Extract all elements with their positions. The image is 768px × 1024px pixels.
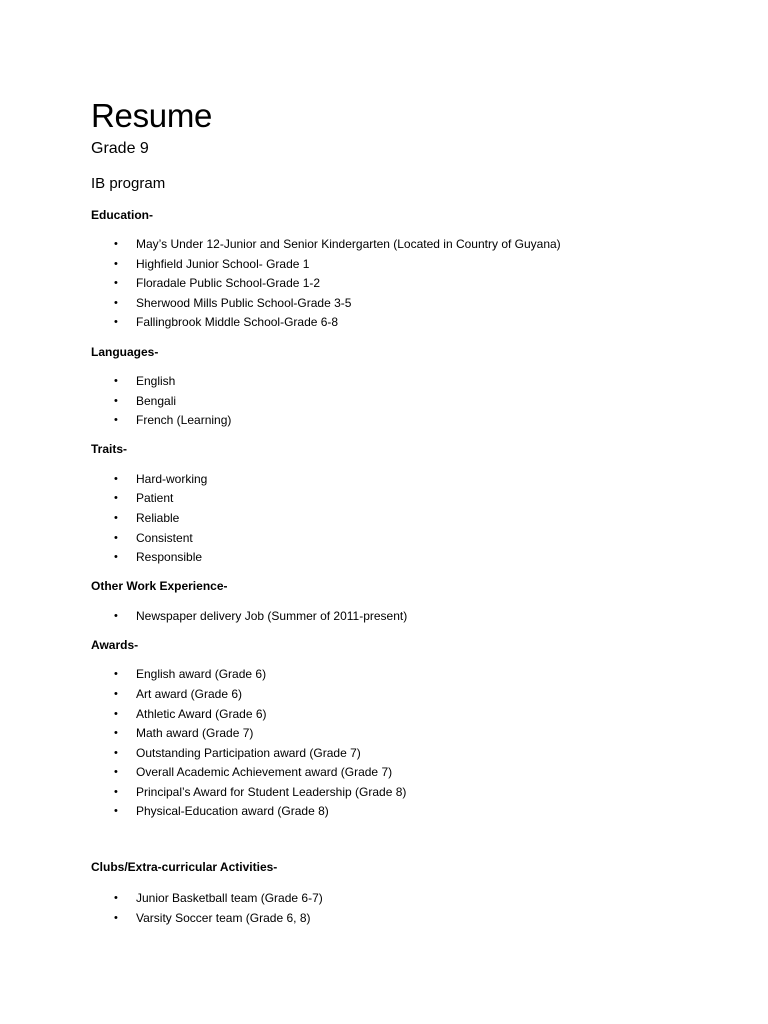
list-item xyxy=(91,509,731,529)
clubs-list xyxy=(91,889,731,928)
bullet-icon: • xyxy=(114,238,118,250)
bullet-icon: • xyxy=(114,531,118,544)
bullet-icon: • xyxy=(114,316,118,329)
bullet-icon: • xyxy=(114,511,118,524)
list-item-text: Art award (Grade 6) xyxy=(136,686,243,701)
bullet-icon: • xyxy=(114,785,118,798)
bullet-icon: • xyxy=(114,472,118,485)
bullet-icon: • xyxy=(114,687,118,700)
bullet-icon: • xyxy=(114,668,118,681)
list-item xyxy=(91,802,731,822)
bullet-icon: • xyxy=(114,296,118,309)
list-item xyxy=(91,372,731,392)
list-item xyxy=(91,607,731,627)
list-item xyxy=(91,470,731,490)
list-item-text: Hard-working xyxy=(136,471,208,486)
list-item xyxy=(91,411,731,431)
education-list xyxy=(91,235,731,333)
list-item-text: Physical-Education award (Grade 8) xyxy=(136,804,329,819)
grade-line: Grade 9 xyxy=(91,140,149,157)
list-item-text: May’s Under 12-Junior and Senior Kindergarten (Located in Country of Guyana) xyxy=(136,237,561,251)
list-item-text: Outstanding Participation award (Grade 7) xyxy=(136,745,361,760)
bullet-icon: • xyxy=(114,414,118,427)
list-item-text: Sherwood Mills Public School-Grade 3-5 xyxy=(136,295,352,310)
bullet-icon: • xyxy=(114,374,118,387)
list-item xyxy=(91,548,731,568)
section-heading: Clubs/Extra-curricular Activities- xyxy=(91,860,278,875)
resume-title: Resume xyxy=(91,97,213,134)
list-item xyxy=(91,909,731,929)
list-item-text: Consistent xyxy=(136,530,193,545)
list-item xyxy=(91,724,731,744)
bullet-icon: • xyxy=(114,892,118,905)
list-item xyxy=(91,294,731,314)
list-item xyxy=(91,235,731,255)
section-work-experience xyxy=(91,578,731,627)
list-item xyxy=(91,665,731,685)
section-traits xyxy=(91,441,731,568)
traits-list xyxy=(91,470,731,568)
list-item xyxy=(91,685,731,705)
bullet-icon: • xyxy=(114,911,118,924)
section-education xyxy=(91,207,731,333)
list-item-text: Principal’s Award for Student Leadership (Grade 8) xyxy=(136,784,407,799)
bullet-icon: • xyxy=(114,257,118,270)
list-item xyxy=(91,705,731,725)
list-item-text: Junior Basketball team (Grade 6-7) xyxy=(136,891,323,906)
list-item-text: French (Learning) xyxy=(136,413,232,428)
list-item xyxy=(91,763,731,783)
list-item xyxy=(91,392,731,412)
section-clubs xyxy=(91,859,731,928)
bullet-icon: • xyxy=(114,551,118,564)
list-item-text: Reliable xyxy=(136,510,180,525)
list-item-text: Bengali xyxy=(136,393,177,408)
section-languages xyxy=(91,344,731,431)
awards-list xyxy=(91,665,731,822)
list-item-text: Highfield Junior School- Grade 1 xyxy=(136,256,310,271)
section-heading: Languages- xyxy=(91,344,159,359)
list-item-text: Math award (Grade 7) xyxy=(136,726,254,741)
bullet-icon: • xyxy=(114,727,118,740)
program-line: IB program xyxy=(91,175,166,192)
bullet-icon: • xyxy=(114,707,118,720)
list-item-text: Floradale Public School-Grade 1-2 xyxy=(136,276,321,291)
bullet-icon: • xyxy=(114,746,118,759)
list-item-text: Varsity Soccer team (Grade 6, 8) xyxy=(136,910,311,925)
list-item xyxy=(91,313,731,333)
bullet-icon: • xyxy=(114,805,118,818)
resume-page xyxy=(91,96,731,928)
list-item-text: Overall Academic Achievement award (Grade 7) xyxy=(136,765,393,780)
list-item xyxy=(91,889,731,909)
section-heading: Other Work Experience- xyxy=(91,578,228,593)
bullet-icon: • xyxy=(114,394,118,407)
list-item-text: Patient xyxy=(136,491,174,506)
list-item xyxy=(91,529,731,549)
bullet-icon: • xyxy=(114,609,118,622)
list-item-text: English xyxy=(136,373,176,388)
list-item-text: Athletic Award (Grade 6) xyxy=(136,706,267,721)
list-item xyxy=(91,783,731,803)
work-list xyxy=(91,607,731,627)
section-awards xyxy=(91,637,731,822)
list-item xyxy=(91,489,731,509)
list-item-text: Responsible xyxy=(136,550,203,565)
languages-list xyxy=(91,372,731,431)
bullet-icon: • xyxy=(114,766,118,779)
list-item xyxy=(91,274,731,294)
bullet-icon: • xyxy=(114,492,118,505)
list-item xyxy=(91,255,731,275)
bullet-icon: • xyxy=(114,277,118,290)
section-heading: Traits- xyxy=(91,441,128,456)
list-item-text: Newspaper delivery Job (Summer of 2011-present) xyxy=(136,608,408,623)
list-item-text: Fallingbrook Middle School-Grade 6-8 xyxy=(136,315,339,330)
list-item xyxy=(91,744,731,764)
section-heading: Education- xyxy=(91,208,153,222)
section-heading: Awards- xyxy=(91,638,139,653)
list-item-text: English award (Grade 6) xyxy=(136,667,267,682)
